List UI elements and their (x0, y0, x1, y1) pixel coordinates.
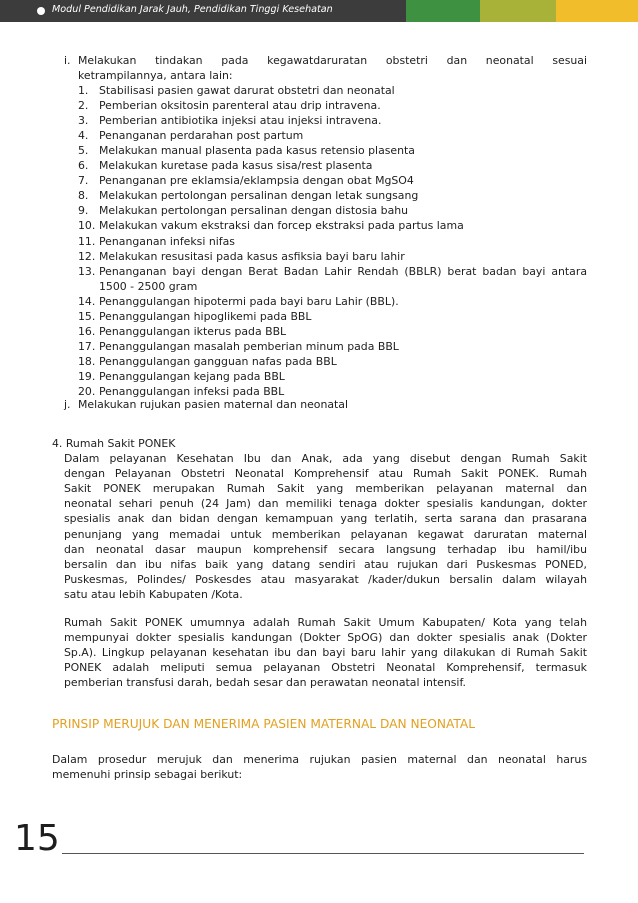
paragraph-line: Puskesmas, Polindes/ Poskesdes atau masyarakat /kader/dukun bersalin dalam wilayah (64, 572, 587, 586)
skill-number: 3. (78, 114, 89, 128)
skill-number: 1. (78, 84, 89, 97)
skill-number: 7. (78, 174, 89, 188)
paragraph-line: Dalam pelayanan Kesehatan Ibu dan Anak, ada yang disebut dengan Rumah Sakit (64, 452, 587, 465)
skill-number: 17. (78, 339, 96, 353)
header-bar (0, 0, 638, 22)
skill-text: Stabilisasi pasien gawat darurat obstetri dan neonatal (99, 84, 395, 97)
paragraph-line: PONEK adalah meliputi semua pelayanan Obstetri Neonatal Komprehensif, termasuk (64, 661, 587, 675)
skill-number: 16. (78, 324, 96, 338)
skill-text: Pemberian oksitosin parenteral atau drip intravena. (99, 99, 381, 113)
header-olive-segment (480, 0, 556, 22)
item-j-text: Melakukan rujukan pasien maternal dan neonatal (78, 398, 348, 411)
paragraph-line: Sakit PONEK merupakan Rumah Sakit yang memberikan pelayanan maternal dan (64, 482, 587, 496)
paragraph-line: penunjang yang memadai untuk memberikan pelayanan kegawat daruratan maternal (64, 527, 587, 541)
skill-number: 18. (78, 354, 96, 368)
header-title: Modul Pendidikan Jarak Jauh, Pendidikan Tinggi Kesehatan (52, 4, 333, 15)
paragraph-line: satu atau lebih Kabupaten /Kota. (64, 587, 243, 601)
skill-text: Penanganan bayi dengan Berat Badan Lahir Rendah (BBLR) berat badan bayi antara (99, 264, 587, 278)
page-number: 15 (14, 818, 60, 859)
skill-text: Melakukan vakum ekstraksi dan forcep ekstraksi pada partus lama (99, 219, 464, 233)
skill-text: Penanganan perdarahan post partum (99, 129, 304, 143)
skill-text: Penanggulangan infeksi pada BBL (99, 385, 285, 398)
skill-text: Penanggulangan ikterus pada BBL (99, 324, 287, 338)
skill-text: Penanggulangan gangguan nafas pada BBL (99, 354, 337, 368)
skill-text: Melakukan manual plasenta pada kasus retensio plasenta (99, 144, 415, 158)
paragraph-line: spesialis anak dan bidan dengan kemampuan yang terlatih, serta sarana dan prasarana (64, 512, 587, 526)
skill-number: 2. (78, 99, 89, 113)
skill-number: 20. (78, 385, 96, 398)
paragraph-line: dengan Pelayanan Obstetri Neonatal Komprehensif atau Rumah Sakit PONEK. Rumah (64, 467, 587, 481)
header-green-segment (406, 0, 480, 22)
skill-text: Penanggulangan hipoglikemi pada BBL (99, 309, 312, 323)
paragraph-line: dan neonatal dasar maupun komprehensif secara langsung terhadap ibu hamil/ibu (64, 542, 587, 556)
paragraph-line: neonatal sehari penuh (24 Jam) dan memiliki tenaga dokter spesialis kandungan, dokter (64, 497, 587, 511)
skill-text: Penanggulangan masalah pemberian minum pada BBL (99, 339, 399, 353)
skill-number: 19. (78, 369, 96, 383)
skill-number: 11. (78, 234, 96, 248)
item-i-line-1: Melakukan tindakan pada kegawatdaruratan obstetri dan neonatal sesuai (78, 54, 587, 67)
intro-line-1: Dalam prosedur merujuk dan menerima rujukan pasien maternal dan neonatal harus (52, 753, 587, 766)
paragraph-line: Sp.A). Lingkup pelayanan kesehatan ibu dan bayi baru lahir yang dilakukan di Rumah Sakit (64, 646, 587, 660)
skill-number: 12. (78, 249, 96, 263)
skill-text: Pemberian antibiotika injeksi atau injeksi intravena. (99, 114, 382, 128)
skill-number: 6. (78, 159, 89, 173)
skill-text: Penanganan pre eklamsia/eklampsia dengan obat MgSO4 (99, 174, 414, 188)
item-j-marker: j. (64, 398, 71, 411)
skill-text: Penanggulangan kejang pada BBL (99, 369, 285, 383)
skill-number: 8. (78, 189, 89, 203)
skill-text: Melakukan kuretase pada kasus sisa/rest plasenta (99, 159, 373, 173)
header-dark-segment (0, 0, 406, 22)
paragraph-line: pemberian transfusi darah, bedah sesar dan perawatan neonatal intensif. (64, 676, 466, 690)
intro-line-2: memenuhi prinsip sebagai berikut: (52, 768, 243, 781)
item-i-marker: i. (64, 54, 71, 67)
paragraph-line: Rumah Sakit PONEK umumnya adalah Rumah Sakit Umum Kabupaten/ Kota yang telah (64, 616, 587, 629)
skill-number: 5. (78, 144, 89, 158)
skill-text: Melakukan pertolongan persalinan dengan letak sungsang (99, 189, 419, 203)
bullet-dot-icon (37, 7, 45, 15)
skill-number: 9. (78, 204, 89, 218)
skill-text-continuation: 1500 - 2500 gram (99, 279, 198, 293)
item-i-line-2: ketrampilannya, antara lain: (78, 69, 233, 82)
skill-text: Melakukan pertolongan persalinan dengan distosia bahu (99, 204, 409, 218)
skill-text: Melakukan resusitasi pada kasus asfiksia bayi baru lahir (99, 249, 405, 263)
skill-number: 13. (78, 264, 96, 278)
skill-number: 14. (78, 294, 96, 308)
section-4-heading: 4. Rumah Sakit PONEK (52, 437, 176, 450)
skill-text: Penanganan infeksi nifas (99, 234, 235, 248)
skill-number: 4. (78, 129, 89, 143)
paragraph-line: mempunyai dokter spesialis kandungan (Dokter SpOG) dan dokter spesialis anak (Dokter (64, 631, 587, 645)
skill-number: 10. (78, 219, 96, 233)
skill-text: Penanggulangan hipotermi pada bayi baru Lahir (BBL). (99, 294, 399, 308)
footer-rule (62, 853, 584, 854)
skill-number: 15. (78, 309, 96, 323)
paragraph-line: bersalin dan ibu nifas baik yang datang sendiri atau rujukan dari Puskesmas PONED, (64, 557, 587, 571)
header-yellow-segment (556, 0, 638, 22)
section-title: PRINSIP MERUJUK DAN MENERIMA PASIEN MATERNAL DAN NEONATAL (52, 717, 475, 731)
